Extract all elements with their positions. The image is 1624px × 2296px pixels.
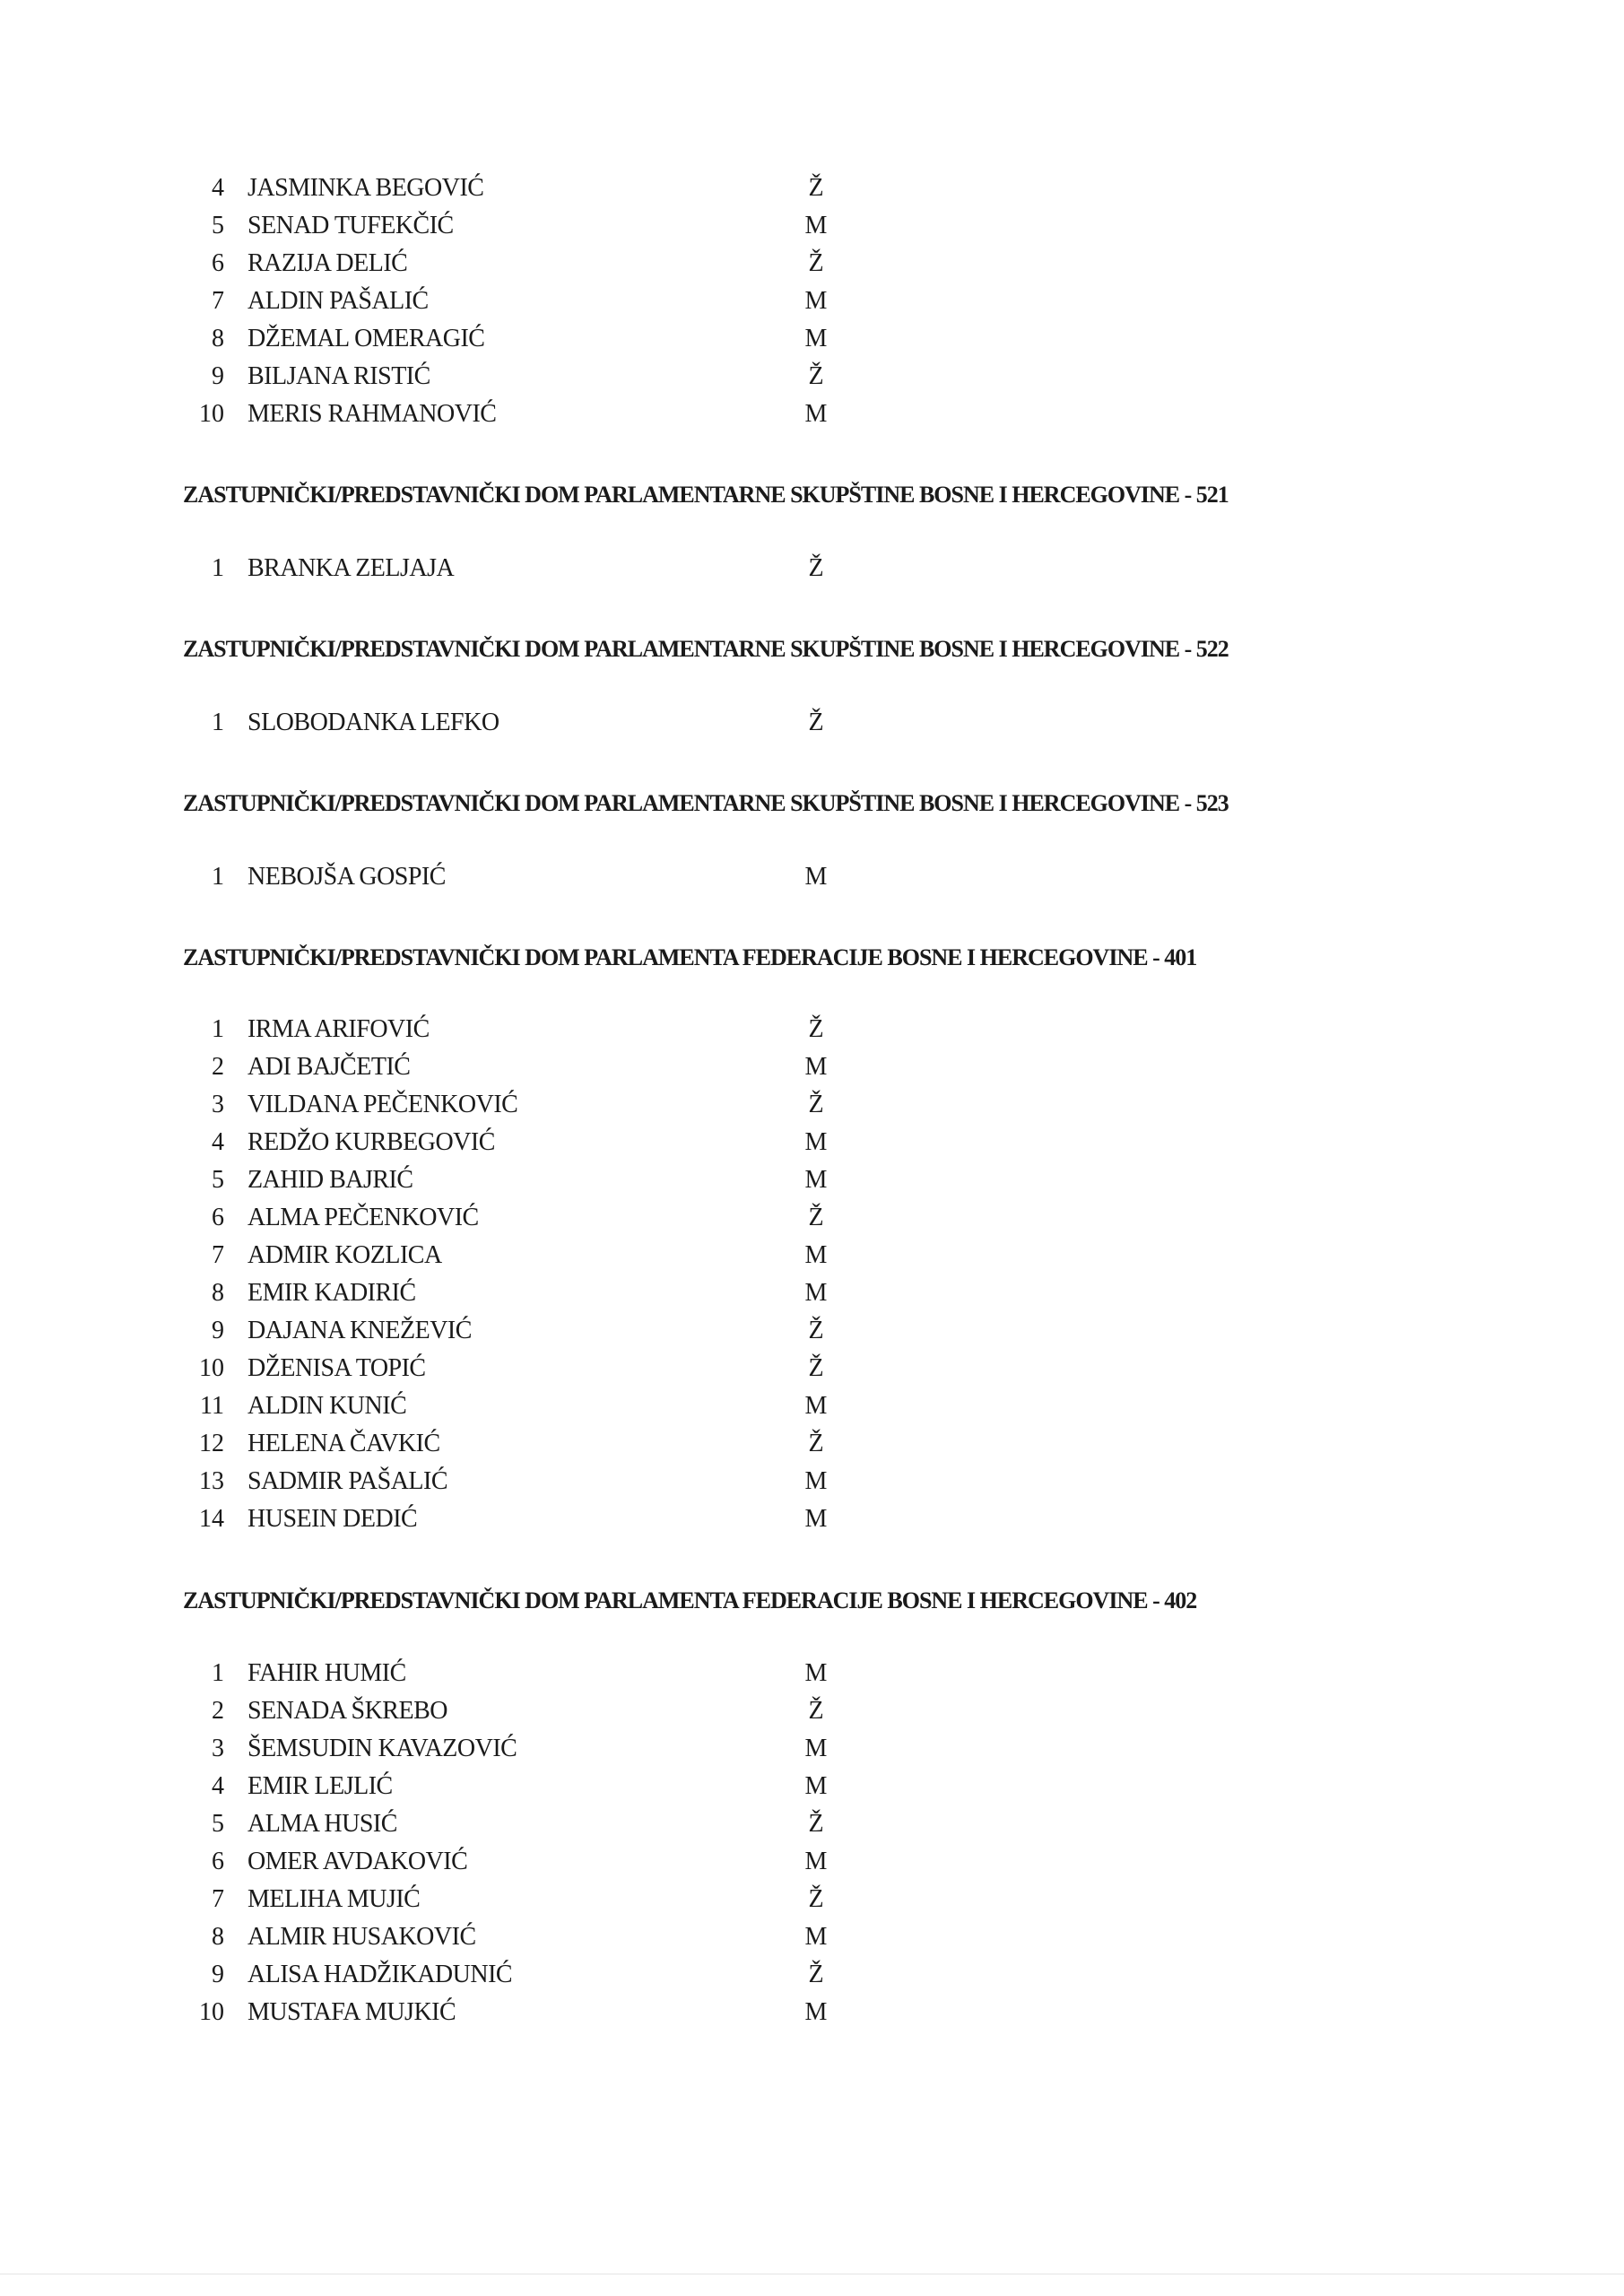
row-number: 1 (212, 1659, 224, 1687)
row-number: 5 (212, 1166, 224, 1194)
row-number: 12 (199, 1430, 224, 1457)
row-number: 5 (212, 1810, 224, 1838)
candidate-name: DAJANA KNEŽEVIĆ (248, 1317, 472, 1344)
candidate-gender: Ž (808, 554, 824, 582)
row-number: 6 (212, 1204, 224, 1231)
row-number: 5 (212, 212, 224, 239)
row-number: 10 (199, 1998, 224, 2026)
candidate-gender: M (804, 400, 828, 428)
candidate-gender: Ž (808, 1015, 824, 1043)
candidate-gender: M (804, 1392, 828, 1420)
row-number: 4 (212, 174, 224, 202)
candidate-gender: M (804, 1128, 828, 1156)
candidate-gender: M (804, 1166, 828, 1194)
section-heading: ZASTUPNIČKI/PREDSTAVNIČKI DOM PARLAMENTA FEDERACIJE BOSNE I HERCEGOVINE - 401 (183, 944, 1197, 970)
candidate-gender: Ž (808, 1317, 824, 1344)
candidate-name: BILJANA RISTIĆ (248, 362, 430, 390)
row-number: 3 (212, 1091, 224, 1118)
row-number: 3 (212, 1735, 224, 1762)
candidate-name: BRANKA ZELJAJA (248, 554, 455, 582)
candidate-name: SENAD TUFEKČIĆ (248, 212, 454, 239)
row-number: 6 (212, 249, 224, 277)
candidate-gender: Ž (808, 1810, 824, 1838)
row-number: 11 (200, 1392, 224, 1420)
row-number: 10 (199, 1354, 224, 1382)
candidate-name: ALDIN PAŠALIĆ (248, 287, 429, 315)
candidate-gender: Ž (808, 709, 824, 736)
candidate-gender: M (804, 212, 828, 239)
candidate-name: EMIR KADIRIĆ (248, 1279, 416, 1307)
candidate-name: MERIS RAHMANOVIĆ (248, 400, 497, 428)
candidate-gender: Ž (808, 1204, 824, 1231)
candidate-name: ALMA HUSIĆ (248, 1810, 397, 1838)
candidate-name: FAHIR HUMIĆ (248, 1659, 406, 1687)
candidate-name: ZAHID BAJRIĆ (248, 1166, 413, 1194)
candidate-name: ADI BAJČETIĆ (248, 1053, 411, 1081)
candidate-gender: Ž (808, 1961, 824, 1988)
row-number: 7 (212, 1885, 224, 1913)
candidate-gender: M (804, 1659, 828, 1687)
candidate-name: ŠEMSUDIN KAVAZOVIĆ (248, 1735, 517, 1762)
candidate-name: REDŽO KURBEGOVIĆ (248, 1128, 495, 1156)
candidate-gender: M (804, 1053, 828, 1081)
candidate-name: MELIHA MUJIĆ (248, 1885, 421, 1913)
candidate-gender: M (804, 1848, 828, 1875)
candidate-name: HUSEIN DEDIĆ (248, 1505, 418, 1533)
row-number: 9 (212, 362, 224, 390)
candidate-gender: Ž (808, 1885, 824, 1913)
section-heading: ZASTUPNIČKI/PREDSTAVNIČKI DOM PARLAMENTA FEDERACIJE BOSNE I HERCEGOVINE - 402 (183, 1587, 1197, 1613)
candidate-name: ALISA HADŽIKADUNIĆ (248, 1961, 513, 1988)
candidate-gender: M (804, 1279, 828, 1307)
row-number: 9 (212, 1961, 224, 1988)
candidate-name: SLOBODANKA LEFKO (248, 709, 499, 736)
row-number: 13 (199, 1467, 224, 1495)
candidate-name: VILDANA PEČENKOVIĆ (248, 1091, 518, 1118)
candidate-gender: M (804, 287, 828, 315)
candidate-name: DŽENISA TOPIĆ (248, 1354, 426, 1382)
section-heading: ZASTUPNIČKI/PREDSTAVNIČKI DOM PARLAMENTARNE SKUPŠTINE BOSNE I HERCEGOVINE - 521 (183, 482, 1229, 508)
candidate-name: OMER AVDAKOVIĆ (248, 1848, 468, 1875)
candidate-gender: Ž (808, 174, 824, 202)
candidate-name: EMIR LEJLIĆ (248, 1772, 393, 1800)
candidate-gender: Ž (808, 1697, 824, 1725)
candidate-gender: Ž (808, 1091, 824, 1118)
candidate-name: ALMIR HUSAKOVIĆ (248, 1923, 476, 1951)
section-heading: ZASTUPNIČKI/PREDSTAVNIČKI DOM PARLAMENTARNE SKUPŠTINE BOSNE I HERCEGOVINE - 522 (183, 636, 1229, 662)
candidate-gender: M (804, 1505, 828, 1533)
row-number: 4 (212, 1772, 224, 1800)
candidate-gender: M (804, 1998, 828, 2026)
row-number: 4 (212, 1128, 224, 1156)
candidate-name: IRMA ARIFOVIĆ (248, 1015, 430, 1043)
candidate-name: NEBOJŠA GOSPIĆ (248, 863, 446, 891)
candidate-name: SENADA ŠKREBO (248, 1697, 447, 1725)
row-number: 8 (212, 325, 224, 352)
section-heading: ZASTUPNIČKI/PREDSTAVNIČKI DOM PARLAMENTARNE SKUPŠTINE BOSNE I HERCEGOVINE - 523 (183, 790, 1229, 816)
row-number: 8 (212, 1923, 224, 1951)
row-number: 10 (199, 400, 224, 428)
candidate-gender: M (804, 1772, 828, 1800)
candidate-gender: Ž (808, 1354, 824, 1382)
candidate-name: SADMIR PAŠALIĆ (248, 1467, 448, 1495)
row-number: 8 (212, 1279, 224, 1307)
candidate-gender: M (804, 1241, 828, 1269)
row-number: 1 (212, 1015, 224, 1043)
candidate-name: ALMA PEČENKOVIĆ (248, 1204, 479, 1231)
row-number: 2 (212, 1697, 224, 1725)
row-number: 9 (212, 1317, 224, 1344)
row-number: 1 (212, 554, 224, 582)
candidate-name: RAZIJA DELIĆ (248, 249, 408, 277)
row-number: 7 (212, 1241, 224, 1269)
candidate-gender: M (804, 863, 828, 891)
candidate-name: DŽEMAL OMERAGIĆ (248, 325, 485, 352)
candidate-name: HELENA ČAVKIĆ (248, 1430, 440, 1457)
candidate-gender: Ž (808, 249, 824, 277)
row-number: 1 (212, 709, 224, 736)
row-number: 1 (212, 863, 224, 891)
candidate-gender: M (804, 1467, 828, 1495)
candidate-name: MUSTAFA MUJKIĆ (248, 1998, 456, 2026)
row-number: 14 (199, 1505, 224, 1533)
row-number: 2 (212, 1053, 224, 1081)
candidate-gender: Ž (808, 362, 824, 390)
candidate-gender: Ž (808, 1430, 824, 1457)
row-number: 7 (212, 287, 224, 315)
candidate-gender: M (804, 325, 828, 352)
candidate-gender: M (804, 1735, 828, 1762)
candidate-gender: M (804, 1923, 828, 1951)
row-number: 6 (212, 1848, 224, 1875)
candidate-name: JASMINKA BEGOVIĆ (248, 174, 484, 202)
candidate-name: ALDIN KUNIĆ (248, 1392, 407, 1420)
candidate-name: ADMIR KOZLICA (248, 1241, 442, 1269)
